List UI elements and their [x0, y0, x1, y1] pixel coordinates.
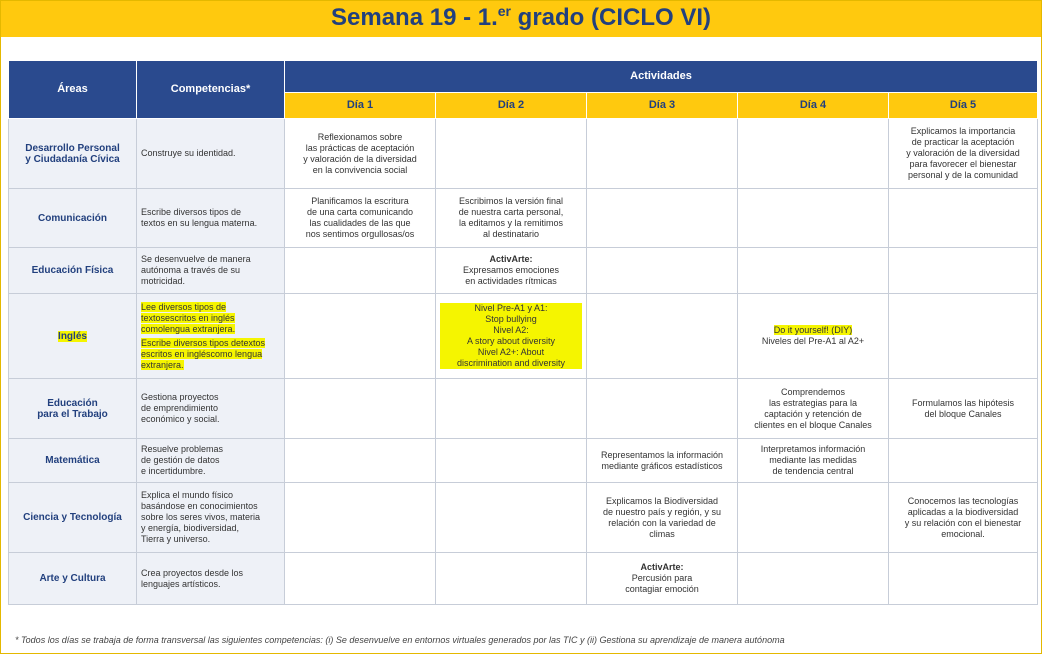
activity-cell: ActivArte: Percusión para contagiar emoción [587, 553, 738, 605]
table-row [9, 439, 1038, 483]
area-ciencia-tecnologia: Ciencia y Tecnología [9, 483, 137, 553]
activity-cell: Conocemos las tecnologías aplicadas a la biodiversidad y su relación con el bienestar emocional. [889, 483, 1038, 553]
competency-cell: Se desenvuelve de manera autónoma a través de su motricidad. [137, 248, 285, 294]
header-day-3: Día 3 [587, 93, 738, 119]
activity-cell: Interpretamos información mediante las medidas de tendencia central [738, 439, 889, 483]
empty-cell [587, 248, 738, 294]
header-actividades: Actividades [285, 61, 1038, 93]
area-comunicacion: Comunicación [9, 189, 137, 248]
activity-cell: Nivel Pre-A1 y A1: Stop bullying Nivel A2: A story about diversity Nivel A2+: About discrimination and diversity [436, 294, 587, 379]
empty-cell [285, 439, 436, 483]
empty-cell [889, 189, 1038, 248]
competency-cell: Resuelve problemas de gestión de datos e incertidumbre. [137, 439, 285, 483]
activity-cell: Do it yourself! (DIY) Niveles del Pre-A1 al A2+ [738, 294, 889, 379]
table-row [9, 248, 1038, 294]
area-educacion-trabajo: Educación para el Trabajo [9, 379, 137, 439]
competency-cell: Gestiona proyectos de emprendimiento económico y social. [137, 379, 285, 439]
activity-cell: Explicamos la Biodiversidad de nuestro país y región, y su relación con la variedad de climas [587, 483, 738, 553]
empty-cell [889, 553, 1038, 605]
area-matematica: Matemática [9, 439, 137, 483]
empty-cell [285, 553, 436, 605]
competency-cell: Escribe diversos tipos de textos en su lengua materna. [137, 189, 285, 248]
header-day-5: Día 5 [889, 93, 1038, 119]
empty-cell [738, 119, 889, 189]
header-competencias: Competencias* [137, 61, 285, 119]
table-row [9, 119, 1038, 189]
empty-cell [285, 294, 436, 379]
empty-cell [436, 439, 587, 483]
activity-cell: Comprendemos las estrategias para la captación y retención de clientes en el bloque Canales [738, 379, 889, 439]
competency-cell: Explica el mundo físico basándose en conocimientos sobre los seres vivos, materia y energía, biodiversidad, Tierra y universo. [137, 483, 285, 553]
table-row [9, 553, 1038, 605]
activity-cell: Planificamos la escritura de una carta comunicando las cualidades de las que nos sentimos orgullosas/os [285, 189, 436, 248]
table-row [9, 189, 1038, 248]
area-desarrollo-personal: Desarrollo Personal y Ciudadanía Cívica [9, 119, 137, 189]
empty-cell [738, 483, 889, 553]
empty-cell [738, 189, 889, 248]
empty-cell [889, 294, 1038, 379]
table-row [9, 379, 1038, 439]
activity-cell: Reflexionamos sobre las prácticas de aceptación y valoración de la diversidad en la convivencia social [285, 119, 436, 189]
empty-cell [285, 379, 436, 439]
area-ingles: Inglés [9, 294, 137, 379]
table-row [9, 294, 1038, 379]
empty-cell [889, 248, 1038, 294]
empty-cell [436, 553, 587, 605]
area-arte-cultura: Arte y Cultura [9, 553, 137, 605]
header-areas: Áreas [9, 61, 137, 119]
activity-cell: ActivArte: Expresamos emociones en actividades rítmicas [436, 248, 587, 294]
activity-cell: Explicamos la importancia de practicar la aceptación y valoración de la diversidad para favorecer el bienestar personal y de la comunidad [889, 119, 1038, 189]
empty-cell [587, 294, 738, 379]
competency-cell: Construye su identidad. [137, 119, 285, 189]
empty-cell [285, 248, 436, 294]
empty-cell [436, 379, 587, 439]
empty-cell [587, 119, 738, 189]
schedule-table [8, 60, 1038, 605]
empty-cell [587, 379, 738, 439]
empty-cell [436, 119, 587, 189]
competency-cell: Lee diversos tipos de textosescritos en inglés comolengua extranjera. Escribe diversos tipos detextos escritos en ingléscomo lengua extranjera. [137, 294, 285, 379]
activity-cell: Representamos la información mediante gráficos estadísticos [587, 439, 738, 483]
header-day-1: Día 1 [285, 93, 436, 119]
empty-cell [285, 483, 436, 553]
footnote: * Todos los días se trabaja de forma transversal las siguientes competencias: (i) Se desenvuelve en entornos virtuales generados por las TIC y (ii) Gestiona su aprendizaje de manera autónoma [15, 635, 785, 645]
empty-cell [436, 483, 587, 553]
empty-cell [889, 439, 1038, 483]
header-day-2: Día 2 [436, 93, 587, 119]
header-day-4: Día 4 [738, 93, 889, 119]
page-title: Semana 19 - 1.$^{er}$ grado (CICLO VI) [1, 1, 1041, 37]
empty-cell [587, 189, 738, 248]
competency-cell: Crea proyectos desde los lenguajes artísticos. [137, 553, 285, 605]
empty-cell [738, 553, 889, 605]
empty-cell [738, 248, 889, 294]
activity-cell: Formulamos las hipótesis del bloque Canales [889, 379, 1038, 439]
activity-cell: Escribimos la versión final de nuestra carta personal, la editamos y la remitimos al destinatario [436, 189, 587, 248]
area-educacion-fisica: Educación Física [9, 248, 137, 294]
table-row [9, 483, 1038, 553]
